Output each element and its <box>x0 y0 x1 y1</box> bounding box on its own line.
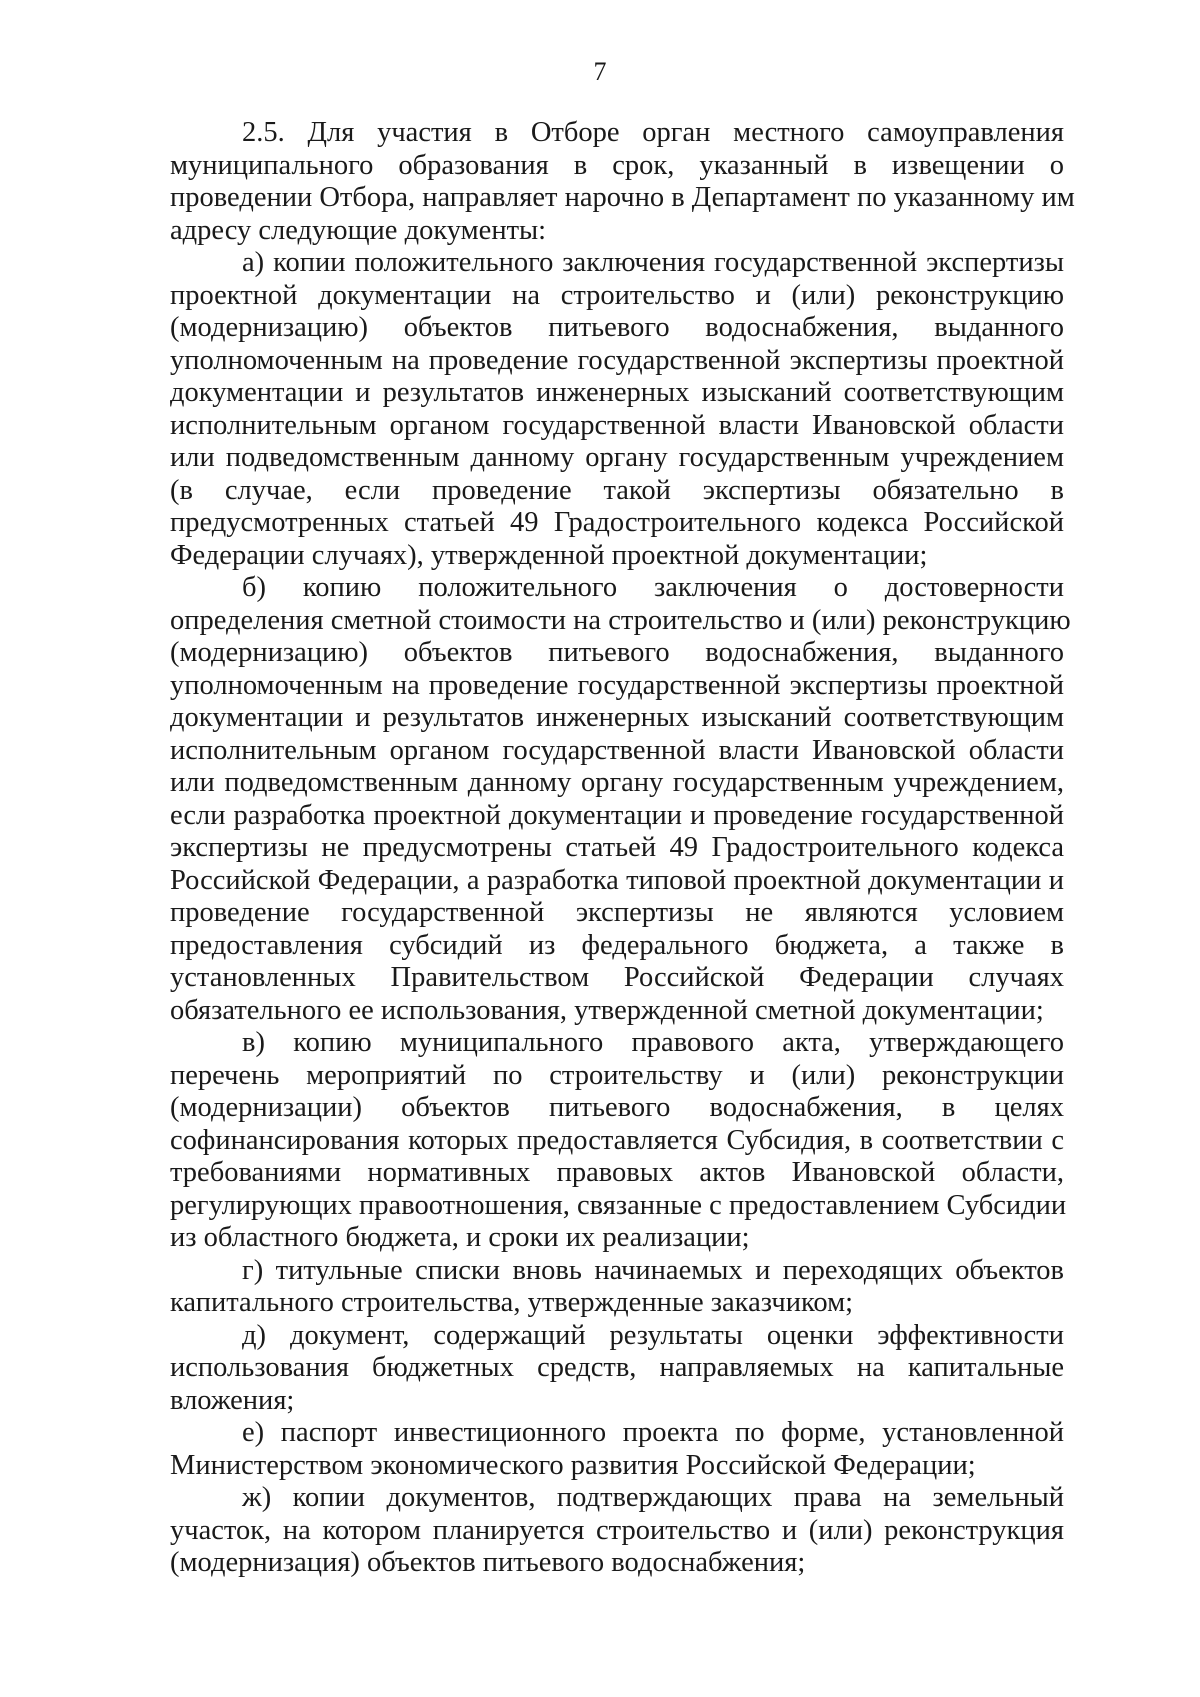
text-line: г) титульные списки вновь начинаемых и переходящих объектов <box>242 1254 1064 1286</box>
text-line: (в случае, если проведение такой экспертизы обязательно в <box>170 474 1064 506</box>
text-line: муниципального образования в срок, указанный в извещении о <box>170 149 1064 181</box>
paragraph-g <box>170 1255 1064 1320</box>
text-line: определения сметной стоимости на строительство и (или) реконструкцию <box>170 604 1071 636</box>
text-line: б) копию положительного заключения о достоверности <box>242 572 1064 603</box>
page-number: 7 <box>593 57 607 86</box>
text-line: проведение государственной экспертизы не являются условием <box>170 897 1064 928</box>
paragraph-e <box>170 1417 1064 1482</box>
text-line: (модернизации) объектов питьевого водоснабжения, в целях <box>170 1092 1064 1123</box>
text-line: предусмотренных статьей 49 Градостроительного кодекса Российской <box>170 507 1064 538</box>
text-line: а) копии положительного заключения государственной экспертизы <box>242 247 1064 278</box>
text-line: в) копию муниципального правового акта, утверждающего <box>242 1027 1064 1058</box>
paragraph-2-5 <box>170 117 1075 247</box>
paragraph-a <box>170 247 1064 572</box>
text-line: использования бюджетных средств, направляемых на капитальные <box>170 1352 1064 1383</box>
text-line: документации и результатов инженерных изысканий соответствующим <box>170 377 1064 408</box>
text-line: (модернизация) объектов питьевого водоснабжения; <box>170 1547 806 1578</box>
text-line: исполнительным органом государственной власти Ивановской области <box>170 409 1064 441</box>
text-line: Российской Федерации, а разработка типовой проектной документации и <box>170 864 1064 896</box>
text-line: Федерации случаях), утвержденной проектной документации; <box>170 539 928 571</box>
paragraph-v <box>170 1027 1067 1255</box>
text-line: вложения; <box>170 1384 295 1416</box>
paragraph-zh <box>170 1482 1064 1580</box>
text-line: проектной документации на строительство и (или) реконструкцию <box>170 279 1064 311</box>
text-line: документации и результатов инженерных изысканий соответствующим <box>170 702 1064 733</box>
text-line: обязательного ее использования, утвержденной сметной документации; <box>170 994 1044 1026</box>
text-line: перечень мероприятий по строительству и (или) реконструкции <box>170 1059 1064 1091</box>
text-line: участок, на котором планируется строительство и (или) реконструкция <box>170 1514 1064 1546</box>
text-line: предоставления субсидий из федерального бюджета, а также в <box>170 929 1064 961</box>
text-line: ж) копии документов, подтверждающих права на земельный <box>242 1482 1064 1513</box>
text-line: экспертизы не предусмотрены статьей 49 Градостроительного кодекса <box>170 832 1064 863</box>
text-line: 2.5. Для участия в Отборе орган местного самоуправления <box>242 117 1064 148</box>
text-line: (модернизацию) объектов питьевого водоснабжения, выданного <box>170 312 1064 343</box>
text-line: если разработка проектной документации и проведение государственной <box>170 799 1064 831</box>
text-line: проведении Отбора, направляет нарочно в Департамент по указанному им <box>170 182 1075 213</box>
text-line: исполнительным органом государственной власти Ивановской области <box>170 734 1064 766</box>
text-line: установленных Правительством Российской Федерации случаях <box>170 962 1064 993</box>
text-line: из областного бюджета, и сроки их реализации; <box>170 1222 750 1253</box>
text-line: (модернизацию) объектов питьевого водоснабжения, выданного <box>170 637 1064 668</box>
text-line: е) паспорт инвестиционного проекта по форме, установленной <box>242 1417 1064 1448</box>
text-line: капитального строительства, утвержденные заказчиком; <box>170 1287 854 1318</box>
text-line: д) документ, содержащий результаты оценки эффективности <box>242 1319 1064 1351</box>
paragraph-d <box>170 1320 1064 1418</box>
text-line: Министерством экономического развития Российской Федерации; <box>170 1449 976 1481</box>
text-line: уполномоченным на проведение государственной экспертизы проектной <box>170 344 1064 376</box>
paragraph-b <box>170 572 1071 1027</box>
text-line: или подведомственным данному органу государственным учреждением <box>170 442 1064 473</box>
text-line: регулирующих правоотношения, связанные с предоставлением Субсидии <box>170 1189 1067 1221</box>
text-line: или подведомственным данному органу государственным учреждением, <box>170 767 1064 798</box>
text-line: софинансирования которых предоставляется Субсидия, в соответствии с <box>170 1124 1064 1156</box>
text-line: адресу следующие документы: <box>170 214 547 246</box>
text-line: требованиями нормативных правовых актов Ивановской области, <box>170 1157 1064 1188</box>
text-line: уполномоченным на проведение государственной экспертизы проектной <box>170 669 1064 701</box>
document-body <box>170 117 1075 1580</box>
